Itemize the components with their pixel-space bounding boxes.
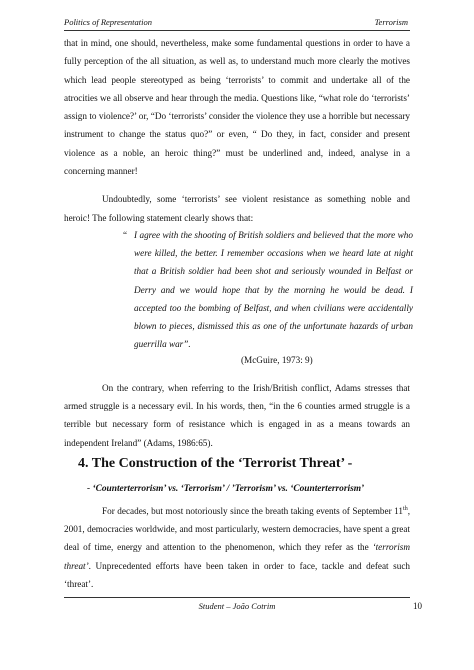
header-right: Terrorism bbox=[374, 17, 408, 27]
paragraph-2: Undoubtedly, some ‘terrorists’ see violent resistance as something noble and heroic! The following statement clearly shows that: bbox=[64, 194, 410, 223]
header-left: Politics of Representation bbox=[64, 17, 152, 27]
paragraph-3: On the contrary, when referring to the Irish/British conflict, Adams stresses that armed struggle is a necessary evil. In his words, then, “in the 6 counties armed struggle is a terrible but necessary form of resistance which is engaged in as a means towards an independent Ireland” (Adams, 1986:65). bbox=[64, 383, 410, 448]
body-text bbox=[64, 34, 410, 227]
footer-rule bbox=[64, 597, 410, 598]
p4-start: For decades, but most notoriously since the breath taking events of September 11 bbox=[102, 506, 404, 516]
paragraph-1: that in mind, one should, nevertheless, make some fundamental questions in order to have a fully perception of the all situation, as well as, to understand much more clearly the motives which lead people stereotyped as being ‘terrorists’ to commit and undertake all of the atrocities we all observe and hear through the media. Questions like, “what role do ‘terrorists’ assign to violence?’ or, “Do ‘terrorists’ consider the violence they use a horrible but necessary instrument to change the status quo?” or even, “ Do they, in fact, consider and present violence as a noble, an heroic thing?” must be underlined and, indeed, analyse in a concerning manner! bbox=[64, 38, 410, 177]
p4-end: . Unprecedented efforts have been taken in order to face, tackle and defeat such ‘threat’. bbox=[64, 560, 410, 589]
section-subheading: - ‘Counterterrorism’ vs. ‘Terrorism’ / ’Terrorism’ vs. ‘Counterterrorism’ bbox=[87, 484, 365, 494]
quote-open-mark: “ bbox=[123, 230, 128, 240]
block-quote bbox=[123, 226, 413, 353]
quote-text: I agree with the shooting of British soldiers and believed that the more who were killed, the better. I remember occasions when we heard late at night that a British soldier had been shot and seriously wounded in Belfast or Derry and we would hope that by the morning he would be dead. I accepted too the bombing of Belfast, and when civilians were accidentally blown to pieces, dismissed this as one of the unfortunate hazards of urban guerrilla war”. bbox=[134, 230, 413, 350]
p4-italic-term: ‘terrorism threat’ bbox=[64, 542, 410, 571]
p4-superscript: th bbox=[403, 505, 408, 512]
p4-middle: , 2001, democracies worldwide, and most particularly, western democracies, have spent a great deal of time, energy and attention to the phenomenon, which they refer as the bbox=[64, 506, 410, 553]
paragraph-4 bbox=[64, 502, 410, 593]
page-number: 10 bbox=[413, 601, 422, 611]
page-header bbox=[64, 17, 408, 27]
quote-citation: (McGuire, 1973: 9) bbox=[241, 355, 313, 365]
header-rule bbox=[64, 30, 410, 31]
section-heading: 4. The Construction of the ‘Terrorist Threat’ - bbox=[78, 456, 353, 471]
footer-author: Student – João Cotrim bbox=[198, 601, 276, 611]
